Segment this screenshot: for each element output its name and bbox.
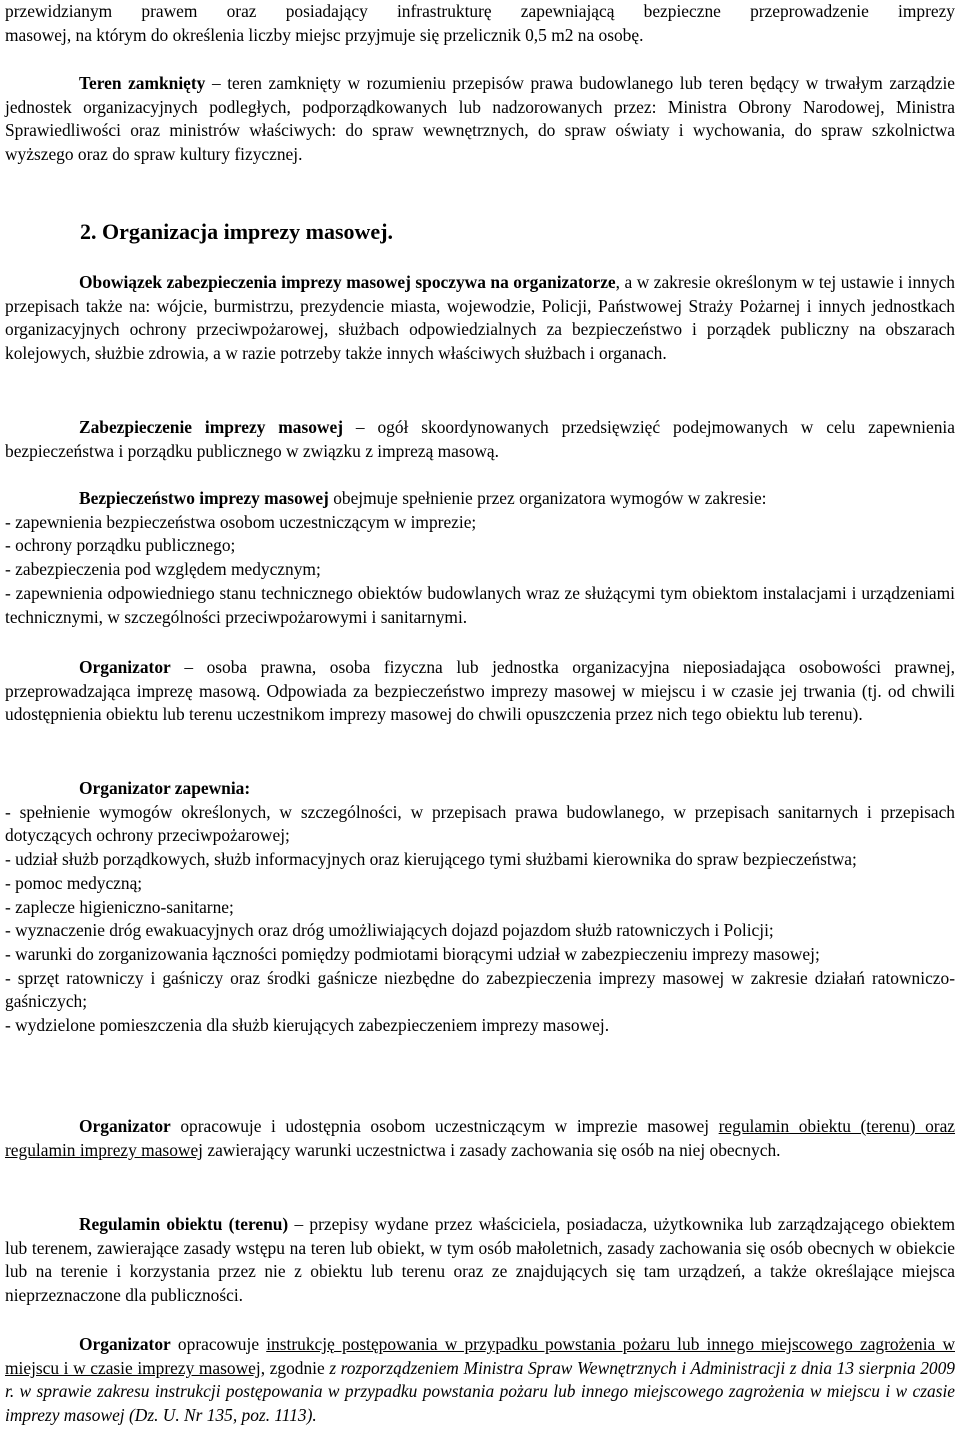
intro-paragraph	[5, 0, 955, 47]
zapewnia-item: - warunki do zorganizowania łączności pomiędzy podmiotami biorącymi udział w zabezpieczeniu imprezy masowej;	[5, 943, 820, 964]
organizator-definition-paragraph	[5, 656, 955, 727]
teren-zamkniety-paragraph	[5, 72, 955, 167]
obowiazek-body: , a w zakresie określonym w tej ustawie i innych przepisach także na: wójcie, burmistrzu, prezydencie miasta, wojewodzie, Policji, Państwowej Straży Pożarnej i innych jednostkach organizacyjnych ochrony przeciwpożarowej, służbach odpowiedzialnych za bezpieczeństwo i porządek publiczny na obszarach kolejowych, służbie zdrowia, a w razie potrzeby także innych właściwych służbach i organach.	[5, 272, 955, 364]
regulamin-text	[5, 1213, 955, 1308]
bezpieczenstwo-item: - zabezpieczenia pod względem medycznym;	[5, 559, 321, 580]
bezpieczenstwo-paragraph	[5, 487, 955, 629]
teren-zamkniety-text	[5, 72, 955, 167]
bezpieczenstwo-item: - zapewnienia odpowiedniego stanu technicznego obiektów budowlanych wraz ze służącymi tym obiektom instalacjami i urządzeniami technicznymi, w szczególności przeciwpożarowymi i sanitarnymi.	[5, 582, 955, 627]
zapewnia-item: - zaplecze higieniczno-sanitarne;	[5, 896, 234, 917]
bezpieczenstwo-intro: obejmuje spełnienie przez organizatora wymogów w zakresie:	[328, 488, 767, 508]
obowiazek-text	[5, 271, 955, 366]
udostepnia-bold: Organizator	[79, 1116, 171, 1136]
organizator-term: Organizator	[79, 657, 171, 677]
zabezpieczenie-text	[5, 416, 955, 463]
obowiazek-paragraph	[5, 271, 955, 366]
teren-zamkniety-definition: – teren zamknięty w rozumieniu przepisów prawa budowlanego lub teren będący w trwałym zarządzie jednostek organizacyjnych podległych, podporządkowanych lub nadzorowanych przez: Ministra Obrony Narodowej, Ministra Sprawiedliwości oraz ministrów właściwych: do spraw wewnętrznych, do spraw oświaty i wychowania, do spraw szkolnictwa wyższego oraz do spraw kultury fizycznej.	[5, 73, 955, 165]
zapewnia-item: - sprzęt ratowniczy i gaśniczy oraz środki gaśnicze niezbędne do zabezpieczenia imprezy masowej w zakresie działań ratowniczo-gaśniczych;	[5, 967, 955, 1012]
intro-line-1: przewidzianym prawem oraz posiadający infrastrukturę zapewniającą bezpieczne przeprowadzenie imprezy	[5, 1, 955, 21]
zapewnia-item: - wyznaczenie dróg ewakuacyjnych oraz dróg umożliwiających dojazd pojazdom służb ratowniczych i Policji;	[5, 920, 774, 941]
zabezpieczenie-paragraph	[5, 416, 955, 463]
zapewnia-item: - pomoc medyczną;	[5, 872, 143, 893]
regulamin-term: Regulamin obiektu (terenu)	[79, 1214, 289, 1234]
zapewnia-item: - wydzielone pomieszczenia dla służb kierujących zabezpieczeniem imprezy masowej.	[5, 1015, 610, 1036]
instrukcja-bold: Organizator	[79, 1334, 171, 1354]
zabezpieczenie-term: Zabezpieczenie imprezy masowej	[79, 417, 343, 437]
instrukcja-underlined: instrukcję postępowania w przypadku powstania pożaru lub innego miejscowego zagrożenia w miejscu i w czasie imprezy masowej	[5, 1334, 955, 1378]
regulamin-underlined: regulamin obiektu (terenu) oraz regulamin imprezy masowej	[5, 1116, 956, 1160]
section-heading: 2. Organizacja imprezy masowej.	[80, 219, 394, 244]
bezpieczenstwo-text	[5, 487, 955, 511]
regulamin-paragraph	[5, 1213, 955, 1308]
organizator-definition: – osoba prawna, osoba fizyczna lub jednostka organizacyjna nieposiadająca osobowości prawnej, przeprowadzająca imprezę masową. Odpowiada za bezpieczeństwo imprezy masowej w miejscu i w czasie jej trwania (tj. od chwili udostępnienia obiektu lub terenu uczestnikom imprezy masowej do chwili opuszczenia przez nich tego obiektu lub terenu).	[5, 657, 955, 725]
organizator-zapewnia-heading: Organizator zapewnia:	[79, 778, 251, 798]
organizator-definition-text	[5, 656, 955, 727]
intro-line-2: masowej, na którym do określenia liczby miejsc przyjmuje się przelicznik 0,5 m2 na osobę.	[5, 24, 644, 45]
teren-zamkniety-term: Teren zamknięty	[79, 73, 206, 93]
organizator-zapewnia-section	[5, 777, 955, 1038]
udostepnia-paragraph	[5, 1115, 955, 1162]
bezpieczenstwo-item: - zapewnienia bezpieczeństwa osobom uczestniczącym w imprezie;	[5, 511, 477, 532]
zapewnia-item: - spełnienie wymogów określonych, w szczególności, w przepisach prawa budowlanego, w przepisach sanitarnych i przepisach dotyczących ochrony przeciwpożarowej;	[5, 801, 955, 846]
obowiazek-bold: Obowiązek zabezpieczenia imprezy masowej spoczywa na organizatorze	[79, 272, 616, 292]
zabezpieczenie-definition: – ogół skoordynowanych przedsięwzięć podejmowanych w celu zapewnienia bezpieczeństwa i porządku publicznego w związku z imprezą masową.	[5, 417, 955, 461]
zapewnia-item: - udział służb porządkowych, służb informacyjnych oraz kierującego tymi służbami kierownika do spraw bezpieczeństwa;	[5, 849, 857, 870]
regulamin-definition: – przepisy wydane przez właściciela, posiadacza, użytkownika lub zarządzającego obiektem lub terenem, zawierające zasady wstępu na teren lub obiekt, w tym osób małoletnich, zasady zachowania się osób obecnych w obiekcie lub na terenie i korzystania przez nie z obiektu lub terenu oraz ze znajdujących się tam urządzeń, a także określające miejsca nieprzeznaczone dla publiczności.	[5, 1214, 955, 1306]
bezpieczenstwo-term: Bezpieczeństwo imprezy masowej	[79, 488, 329, 508]
instrukcja-text: Organizator opracowuje instrukcję postępowania w przypadku powstania pożaru lub innego miejscowego zagrożenia w miejscu i w czasie imprezy masowej, zgodnie z rozporządzeniem Ministra Spraw Wewnętrznych i Administracji z dnia 13 sierpnia 2009 r. w sprawie zakresu instrukcji postępowania w przypadku powstania pożaru lub innego miejscowego zagrożenia w miejscu i w czasie imprezy masowej (Dz. U. Nr 135, poz. 1113).	[5, 1334, 956, 1426]
instrukcja-paragraph	[5, 1333, 955, 1428]
udostepnia-text: Organizator opracowuje i udostępnia osobom uczestniczącym w imprezie masowej regulamin obiektu (terenu) oraz regulamin imprezy masowej zawierający warunki uczestnictwa i zasady zachowania się osób na niej obecnych.	[5, 1116, 956, 1160]
instrukcja-legal-reference: z rozporządzeniem Ministra Spraw Wewnętrznych i Administracji z dnia 13 sierpnia 2009 r. w sprawie zakresu instrukcji postępowania w przypadku powstania pożaru lub innego miejscowego zagrożenia w miejscu i w czasie imprezy masowej (Dz. U. Nr 135, poz. 1113).	[5, 1357, 956, 1426]
bezpieczenstwo-item: - ochrony porządku publicznego;	[5, 535, 236, 556]
